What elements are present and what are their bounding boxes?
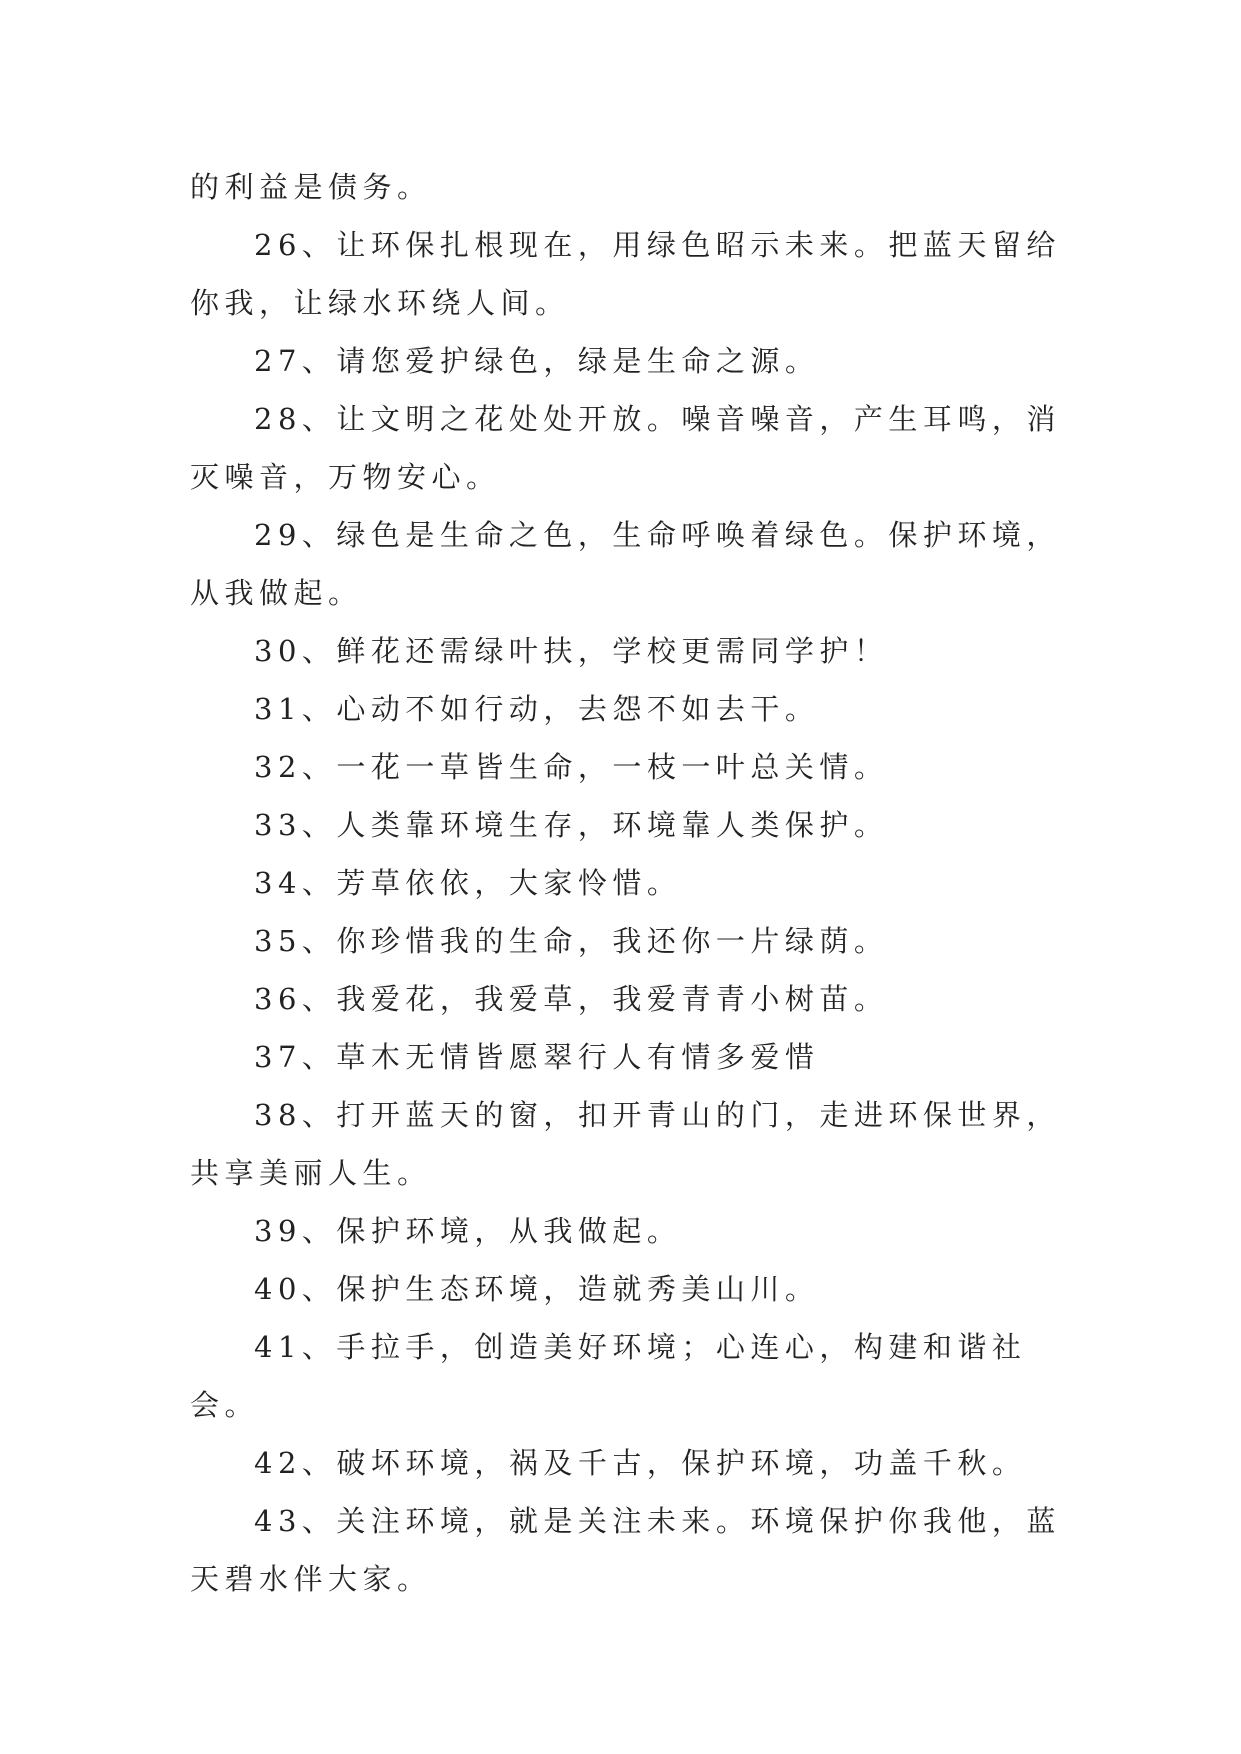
slogan-40: 40、保护生态环境，造就秀美山川。 [254,1272,820,1306]
slogan-34: 34、芳草依依，大家怜惜。 [254,866,682,900]
paragraph-continuation: 的利益是债务。 [190,170,432,204]
slogan-42: 42、破坏环境，祸及千古，保护环境，功盖千秋。 [254,1446,1027,1480]
slogan-37: 37、草木无情皆愿翠行人有情多爱惜 [254,1040,820,1074]
slogan-33: 33、人类靠环境生存，环境靠人类保护。 [254,808,889,842]
slogan-26: 26、让环保扎根现在，用绿色昭示未来。把蓝天留给你我，让绿水环绕人间。 [190,228,1061,320]
slogan-32: 32、一花一草皆生命，一枝一叶总关情。 [254,750,889,784]
slogan-36: 36、我爱花，我爱草，我爱青青小树苗。 [254,982,889,1016]
slogan-35: 35、你珍惜我的生命，我还你一片绿荫。 [254,924,889,958]
slogan-27: 27、请您爱护绿色，绿是生命之源。 [254,344,820,378]
slogan-28: 28、让文明之花处处开放。噪音噪音，产生耳鸣，消灭噪音，万物安心。 [190,402,1061,494]
slogan-38: 38、打开蓝天的窗，扣开青山的门，走进环保世界，共享美丽人生。 [190,1098,1061,1190]
slogan-29: 29、绿色是生命之色，生命呼唤着绿色。保护环境，从我做起。 [190,518,1061,610]
slogan-41: 41、手拉手，创造美好环境；心连心，构建和谐社会。 [190,1330,1027,1422]
slogan-43: 43、关注环境，就是关注未来。环境保护你我他，蓝天碧水伴大家。 [190,1504,1061,1596]
slogan-31: 31、心动不如行动，去怨不如去干。 [254,692,820,726]
slogan-30: 30、鲜花还需绿叶扶，学校更需同学护！ [254,634,889,668]
slogan-39: 39、保护环境，从我做起。 [254,1214,682,1248]
document-body [190,158,1070,1608]
